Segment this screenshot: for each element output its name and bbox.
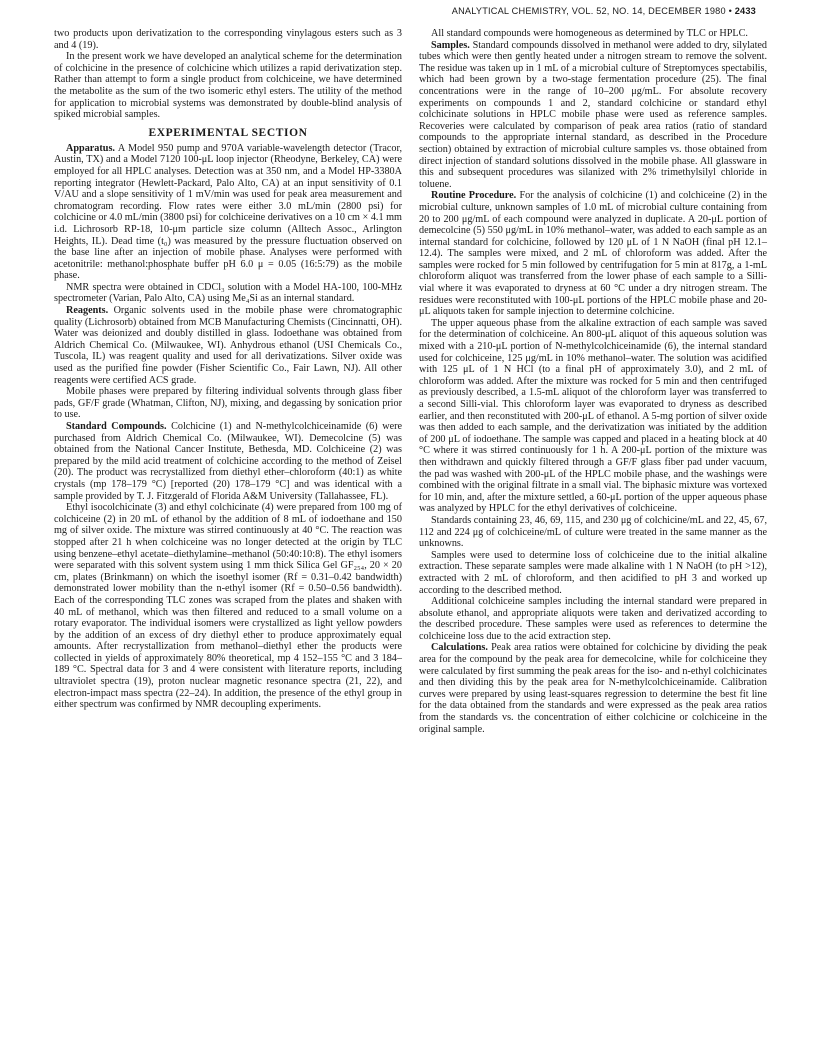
paragraph-standard-compounds <box>54 421 402 502</box>
paragraph-ethyl-esters: Ethyl isocolchicinate (3) and ethyl colchicinate (4) were prepared from 100 mg of colchiceine (2) in 20 mL of ethanol by the addition of 8 mL of iodoethane and 150 mg of silver oxide. The mixture was stirred continuously at 40 °C. The reaction was stopped after 21 h when colchiceine was no longer detected at the origin by TLC using benzene–ethyl acetate–diethylamine–methanol (50:40:10:8). The ethyl isomers were separated with this solvent system using 1 mm thick Silica Gel GF₂₅₄, 20 × 20 cm, plates (Brinkmann) on which the isoethyl isomer (Rf = 0.31–0.42 bandwidth) demonstrated lower mobility than the n-ethyl isomer (Rf = 0.50–0.56 bandwidth). Each of the corresponding TLC zones was scraped from the plates and shaken with 40 mL of methanol, which was then filtered and reduced to a small volume on a rotary evaporator. The individual isomers were crystallized as light yellow powders by the addition of an excess of dry diethyl ether to produce approximately equal amounts. After recrystallization from methanol–diethyl ether the products were collected in yields of approximately 80% theoretical, mp 4 152–155 °C and 3 184–189 °C. Spectral data for 3 and 4 were consistent with literature reports, including ultraviolet spectra (19), proton nuclear magnetic resonance spectra (21, 22), and electron-impact mass spectra (22–24). In addition, the presence of the ethyl group in either spectrum was confirmed by NMR decoupling experiments. <box>54 502 402 711</box>
paragraph-apparatus <box>54 143 402 282</box>
run-in-heading-routine-procedure: Routine Procedure. <box>431 190 517 202</box>
paragraph-intro: In the present work we have developed an analytical scheme for the determination of colchicine in the presence of colchicine which utilizes a rapid derivatization step. Rather than attempt to form a single product from colchiceine, we have determined the metabolite as the sum of the two isomeric ethyl esters. The utility of the method for application to microbial systems was demonstrated by double-blind analysis of spiked microbial samples. <box>54 51 402 121</box>
routine-procedure-text: For the analysis of colchicine (1) and colchiceine (2) in the microbial culture, unknown samples of 1.0 mL of microbial culture containing from 20 to 200 μg/mL of each compound were analyzed in duplicate. A 20-μL portion of demecolcine (5) 550 μg/mL in 10% methanol–water, was added to each sample as an internal standard for colchicine, followed by 120 μL of 1 N NaOH (final pH 12.1–12.4). The samples were mixed, and 2 mL of chloroform was added. After the samples were rocked for 5 min followed by centrifugation for 5 min at 817g, a 1-mL chloroform aliquot was transferred from the lower phase of each sample to a Silli-vial where it was evaporated to dryness at 60 °C under a dry nitrogen stream. The residues were reconstituted with 100-μL portions of the HPLC mobile phase and 20-μL aliquots taken for sample injection to determine colchicine. <box>419 190 768 318</box>
paragraph-loss: Samples were used to determine loss of colchiceine due to the initial alkaline extraction. These separate samples were made alkaline with 1 N NaOH (to pH >12), extracted with 2 mL of chloroform, and then acidified to pH 3 and worked up according to the described method. <box>419 549 767 596</box>
paragraph-nmr: NMR spectra were obtained in CDCl₃ solution with a Model HA-100, 100-MHz spectrometer (Varian, Palo Alto, CA) using Me₄Si as an internal standard. <box>54 281 402 305</box>
run-in-heading-apparatus: Apparatus. <box>66 142 115 154</box>
running-header <box>452 6 756 16</box>
reagents-text: Organic solvents used in the mobile phase were chromatographic quality (Lichrosorb) obtained from MCB Manufacturing Chemists (Cincinnatti, OH). Water was deionized and doubly distilled in glass. Iodoethane was obtained from Aldrich Chemical Co. (Milwaukee, WI). Anhydrous ethanol (USI Chemicals Co., Tuscola, IL) was reagent quality and used for all derivatizations. Silver oxide was used as the purified fine powder (Fisher Scientific Co., Fair Lawn, NJ). All other reagents were certified ACS grade. <box>54 305 403 386</box>
run-in-heading-calculations: Calculations. <box>431 642 488 654</box>
paragraph-standards: Standards containing 23, 46, 69, 115, and 230 μg of colchicine/mL and 22, 45, 67, 112 and 224 μg of colchiceine/mL of culture were treated in the same manner as the unknowns. <box>419 514 767 550</box>
apparatus-text: A Model 950 pump and 970A variable-wavelength detector (Tracor, Austin, TX) and a Model 7120 100-μL loop injector (Rheodyne, Berkeley, CA) were employed for all HPLC analyses. Detection was at 350 nm, and a Model HP-3380A reporting integrator (Hewlett-Packard, Palo Alto, CA) at an input sensitivity of 0.1 V/AU and a slope sensitivity of 1 mV/min was used for peak area measurement and chromatogram recording. Flow rates were either 3.0 mL/min (2800 psi) for colchicine or 4.0 mL/min (3800 psi) for colchiceine derivatives on a 10 cm × 4.1 mm i.d. Lichrosorb RP-18, 10-μm particle size column (Alltech Assoc., Arlington Heights, IL). Dead time (t₀) was measured by the pressure fluctuation observed on the base line after an injection of mobile phase. Analyses were performed with acetonitrile: methanol:phosphate buffer pH 6.0 μ = 0.05 (16:5:79) as the mobile phase. <box>54 142 402 282</box>
paragraph-routine-procedure <box>419 190 767 318</box>
paragraph-reagents <box>54 305 402 386</box>
run-in-heading-reagents: Reagents. <box>66 305 109 317</box>
paragraph-calculations <box>419 642 767 735</box>
journal-citation: ANALYTICAL CHEMISTRY, VOL. 52, NO. 14, DECEMBER 1980 <box>451 6 726 16</box>
paragraph-additional: Additional colchiceine samples including the internal standard were prepared in absolute ethanol, and appropriate aliquots were taken and derivatized according to the described procedure. These samples were used as references to determine the colchiceine loss due to the acid extraction step. <box>419 596 767 642</box>
right-column <box>419 28 767 735</box>
page-number: 2433 <box>734 6 756 16</box>
run-in-heading-samples: Samples. <box>431 39 470 51</box>
left-column <box>54 28 402 711</box>
header-separator: • <box>728 6 732 16</box>
paragraph-samples <box>419 40 767 191</box>
standard-compounds-text: Colchicine (1) and N-methylcolchiceinamide (6) were purchased from Aldrich Chemical Co. (Milwaukee, WI). Demecolcine (5) was obtained from the National Cancer Institute, Bethesda, MD. Colchiceine (2) was prepared by the mild acid treatment of colchicine according to the method of Zeisel (20). The product was recrystallized from diethyl ether–chloroform (40:1) as white crystals (mp 178–179 °C) [reported (20) 178–179 °C] and was identical with a sample provided by T. J. Fitzgerald of Florida A&M University (Tallahassee, FL). <box>54 421 402 502</box>
paragraph-mobile-phases: Mobile phases were prepared by filtering individual solvents through glass fiber pads, GF/F grade (Whatman, Clifton, NJ), mixing, and degassing by sonication prior to use. <box>54 386 402 421</box>
paragraph-continued: two products upon derivatization to the corresponding vinylagous esters such as 3 and 4 (19). <box>54 28 402 51</box>
paragraph-homogeneous: All standard compounds were homogeneous as determined by TLC or HPLC. <box>431 28 748 39</box>
run-in-heading-standard-compounds: Standard Compounds. <box>66 421 167 432</box>
samples-text: Standard compounds dissolved in methanol were added to dry, silylated tubes which were then gently heated under a nitrogen stream to remove the solvent. The residue was taken up in 1 mL of a microbial culture of Streptomyces spectabilis, which had been grown by a two-stage fermentation procedure (25). The final concentrations were in the range of 10–200 μg/mL. For absolute recovery experiments on compounds 1 and 2, standard colchicine or standard ethyl colchicinate solutions in HPLC mobile phase were used as reference samples. Recoveries were calculated by comparison of peak area ratios (ratio of standard compounds to the appropriate internal standard, as described in the Procedure section) obtained by extraction of microbial culture samples vs. those obtained from direct injection of standard solutions dissolved in the mobile phase. All glassware in this and subsequent procedures was silanized with 2% trimethylsilyl chloride in toluene. <box>419 39 768 190</box>
section-heading: EXPERIMENTAL SECTION <box>148 126 308 139</box>
paragraph-upper-phase: The upper aqueous phase from the alkaline extraction of each sample was saved for the determination of colchiceine. An 800-μL aliquot of this aqueous solution was mixed with a 210-μL portion of N-methylcolchiceinamide (6), the internal standard used for colchiceine, 125 μg/mL in 10% methanol–water. The solution was acidified with 125 μL of 1 N HCl (to a final pH of approximately 3.0), and 2 mL of chloroform was added. After the mixture was rocked for 5 min and then centrifuged as previously described, a 1.5-mL aliquot of the chloroform layer was transferred to a second Silli-vial. This chloroform layer was evaporated to dryness as described earlier, and then reconstituted with 200-μL of ethanol. A 5-mg portion of silver oxide was then added to each sample, and the derivatization was initiated by the addition of 200 μL of iodoethane. The sample was capped and placed in a heating block at 40 °C where it was stirred continuously for 1 h. A 200-μL portion of the mixture was then withdrawn and quickly filtered through a GF/F glass fiber pad under vacuum, the pad was washed with 200-μL of the HPLC mobile phase, and the washings were combined with the original filtrate in a small vial. The biphasic mixture was vortexed for 10 min, and, after the mixture settled, a 60-μL portion of the upper aqueous phase was analyzed by HPLC for the ethyl derivatives of colchiceine. <box>419 317 767 515</box>
calculations-text: Peak area ratios were obtained for colchicine by dividing the peak area for the compound by the peak area for demecolcine, while for colchiceine they were calculated by first summing the peak areas for the iso- and n-ethyl colchicinates and then dividing this by the peak area for N-methylcolchiceinamide. Calibration curves were prepared by using least-squares regression to determine the best fit line for the data obtained from the standards and were expressed as the peak area ratios from the standards vs. the concentration of either colchicine or colchiceine in the original sample. <box>419 642 767 735</box>
